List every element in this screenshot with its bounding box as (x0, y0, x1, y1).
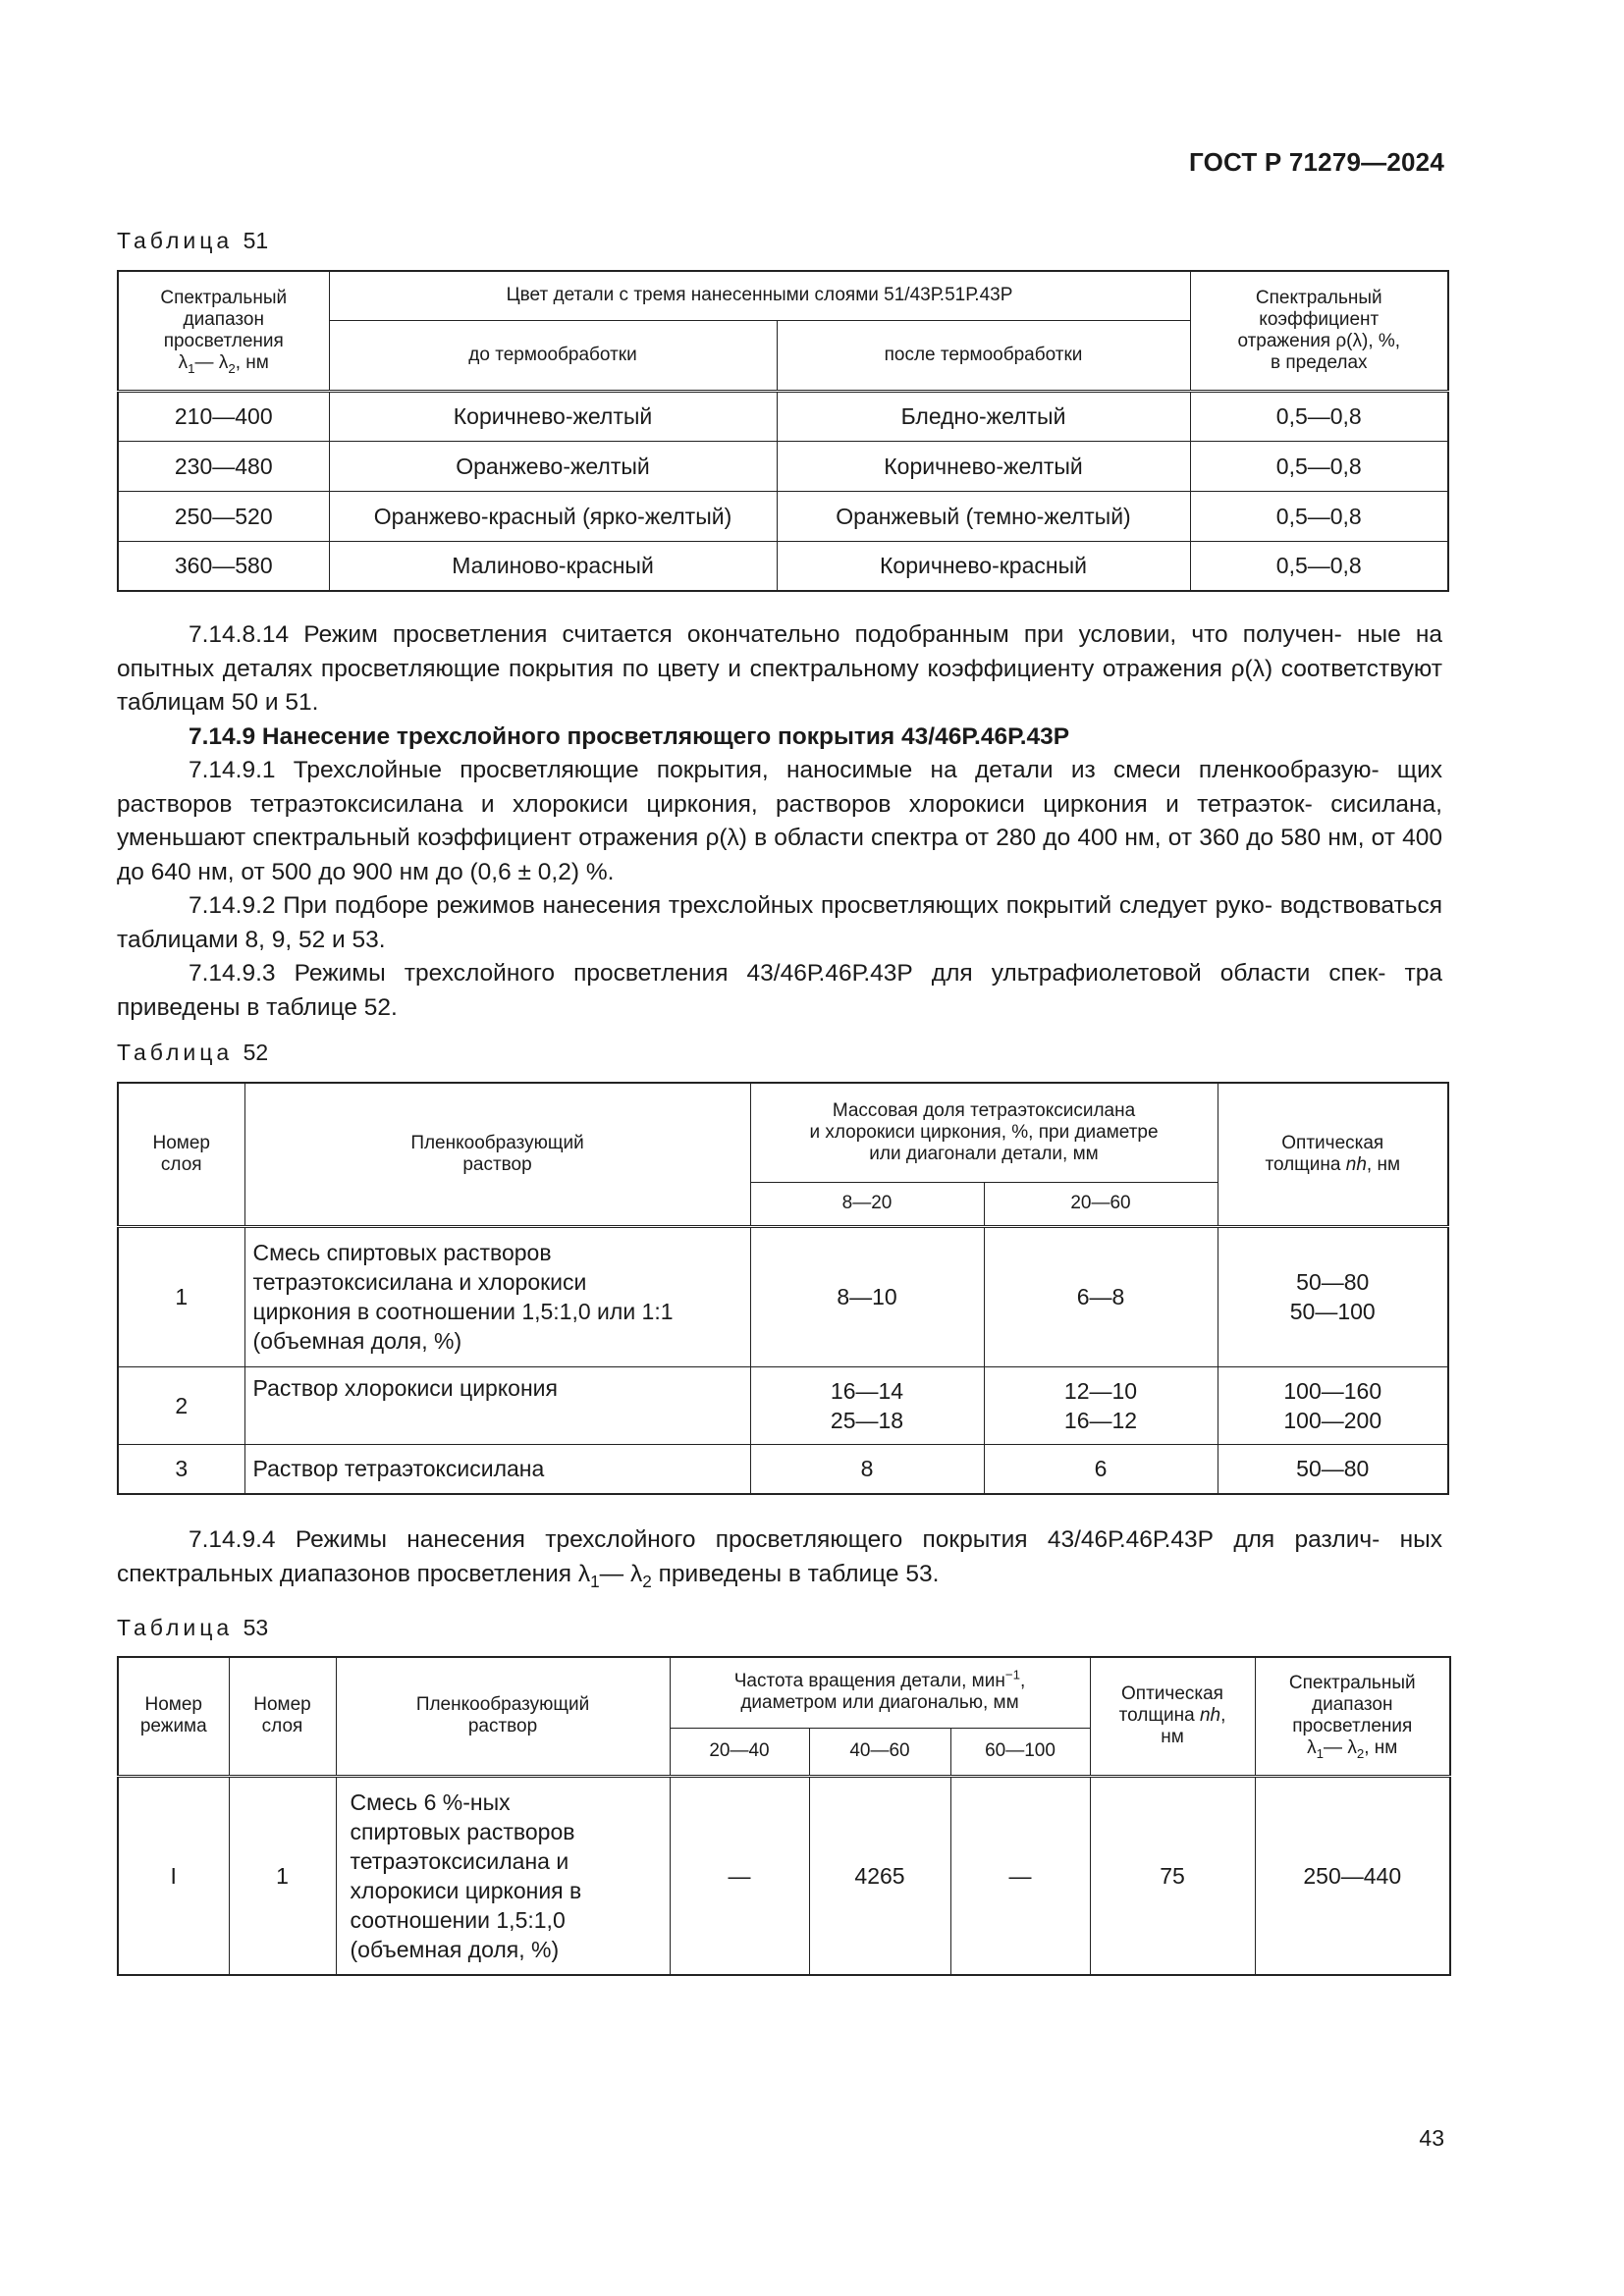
paragraph-7-14-9-1: 7.14.9.1 Трехслойные просветляющие покрытия, наносимые на детали из смеси пленкообразую- щих растворов тетраэтоксисилана и хлорокиси циркония, растворов хлорокиси циркония и тетраэток- сисилана, уменьшают спектральный коэффициент отражения ρ(λ) в области спектра от 280 до 400 нм, от 360 до 580 нм, от 400 до 640 нм, от 500 до 900 нм до (0,6 ± 0,2) %. (117, 757, 1443, 885)
header-before-heat: до термообработки (329, 320, 777, 391)
table-52-caption (117, 1040, 268, 1066)
document-header-id: ГОСТ Р 71279—2024 (1189, 147, 1444, 177)
body-text-block-2 (117, 1523, 1442, 1591)
table-caption-number: 51 (243, 228, 269, 253)
header-optical-thickness: Оптическая толщина nh, нм (1090, 1657, 1255, 1776)
table-53-caption (117, 1615, 268, 1641)
table-52 (117, 1082, 1449, 1495)
header-optical-thickness: Оптическая толщина nh, нм (1218, 1083, 1448, 1226)
table-row: 2 Раствор хлорокиси циркония 16—14 25—18 12—10 16—12 100—160 100—200 (118, 1366, 1448, 1444)
header-freq-60-100: 60—100 (950, 1728, 1090, 1776)
table-row: 250—520 Оранжево-красный (ярко-желтый) Оранжевый (темно-желтый) 0,5—0,8 (118, 491, 1448, 541)
header-mass-fraction: Массовая доля тетраэтоксисилана и хлорокиси циркония, %, при диаметре или диагонали детали, мм (750, 1083, 1218, 1182)
header-spectral-range: Спектральный диапазон просветления $\lambda_1—$ $\lambda_2$, нм (118, 271, 329, 391)
header-freq-40-60: 40—60 (809, 1728, 950, 1776)
paragraph-7-14-9-2: 7.14.9.2 При подборе режимов нанесения трехслойных просветляющих покрытий следует руко- водствоваться таблицами 8, 9, 52 и 53. (117, 892, 1443, 953)
paragraph-7-14-9-4: 7.14.9.4 Режимы нанесения трехслойного просветляющего покрытия 43/46Р.46Р.43Р для различ- ных спектральных диапазонов просветления $\lambda_1—$ $\lambda_2$ приведены в таблице 53. (117, 1526, 1442, 1591)
header-diameter-20-60: 20—60 (984, 1182, 1218, 1226)
header-diameter-8-20: 8—20 (750, 1182, 984, 1226)
table-row: 230—480 Оранжево-желтый Коричнево-желтый 0,5—0,8 (118, 441, 1448, 491)
table-caption-word: Таблица (117, 1615, 234, 1640)
header-layer-number: Номер слоя (118, 1083, 244, 1226)
table-caption-word: Таблица (117, 228, 234, 253)
table-caption-word: Таблица (117, 1040, 234, 1065)
header-freq-20-40: 20—40 (670, 1728, 809, 1776)
header-film-solution: Пленкообразующий раствор (336, 1657, 670, 1776)
header-rotation-frequency: Частота вращения детали, мин$^{-1}$, диаметром или диагональю, мм (670, 1657, 1090, 1728)
table-row: I 1 Смесь 6 %-ных спиртовых растворов тетраэтоксисилана и хлорокиси циркония в соотношении 1,5:1,0 (объемная доля, %) — 4265 — 75 250—440 (118, 1776, 1450, 1975)
table-51-caption (117, 228, 268, 254)
table-caption-number: 52 (243, 1040, 269, 1065)
header-after-heat: после термообработки (777, 320, 1190, 391)
header-reflection-coef: Спектральный коэффициент отражения ρ(λ), %, в пределах (1190, 271, 1448, 391)
table-row: 1 Смесь спиртовых растворов тетраэтоксисилана и хлорокиси циркония в соотношении 1,5:1,0 или 1:1 (объемная доля, %) 8—10 6—8 50—80 50—100 (118, 1226, 1448, 1366)
table-row: 360—580 Малиново-красный Коричнево-красный 0,5—0,8 (118, 541, 1448, 591)
table-caption-number: 53 (243, 1615, 269, 1640)
paragraph-7-14-9-3: 7.14.9.3 Режимы трехслойного просветления 43/46Р.46Р.43Р для ультрафиолетовой области спек- тра приведены в таблице 52. (117, 960, 1442, 1021)
header-spectral-range: Спектральный диапазон просветления $\lambda_1—$ $\lambda_2$, нм (1255, 1657, 1450, 1776)
header-layer-number: Номер слоя (229, 1657, 336, 1776)
header-film-solution: Пленкообразующий раствор (244, 1083, 750, 1226)
header-mode-number: Номер режима (118, 1657, 229, 1776)
table-51 (117, 270, 1449, 592)
paragraph-7-14-8-14: 7.14.8.14 Режим просветления считается окончательно подобранным при условии, что получен- ные на опытных деталях просветляющие покрытия по цвету и спектральному коэффициенту отражения ρ(λ) соответствуют таблицам 50 и 51. (117, 621, 1442, 716)
table-row: 3 Раствор тетраэтоксисилана 8 6 50—80 (118, 1444, 1448, 1494)
body-text-block-1 (117, 618, 1442, 1025)
section-heading-7-14-9: 7.14.9 Нанесение трехслойного просветляющего покрытия 43/46Р.46Р.43Р (189, 722, 1070, 750)
table-row: 210—400 Коричнево-желтый Бледно-желтый 0,5—0,8 (118, 391, 1448, 441)
table-53 (117, 1656, 1451, 1976)
page-number: 43 (1419, 2125, 1444, 2151)
header-detail-color: Цвет детали с тремя нанесенными слоями 51/43Р.51Р.43Р (329, 271, 1190, 320)
